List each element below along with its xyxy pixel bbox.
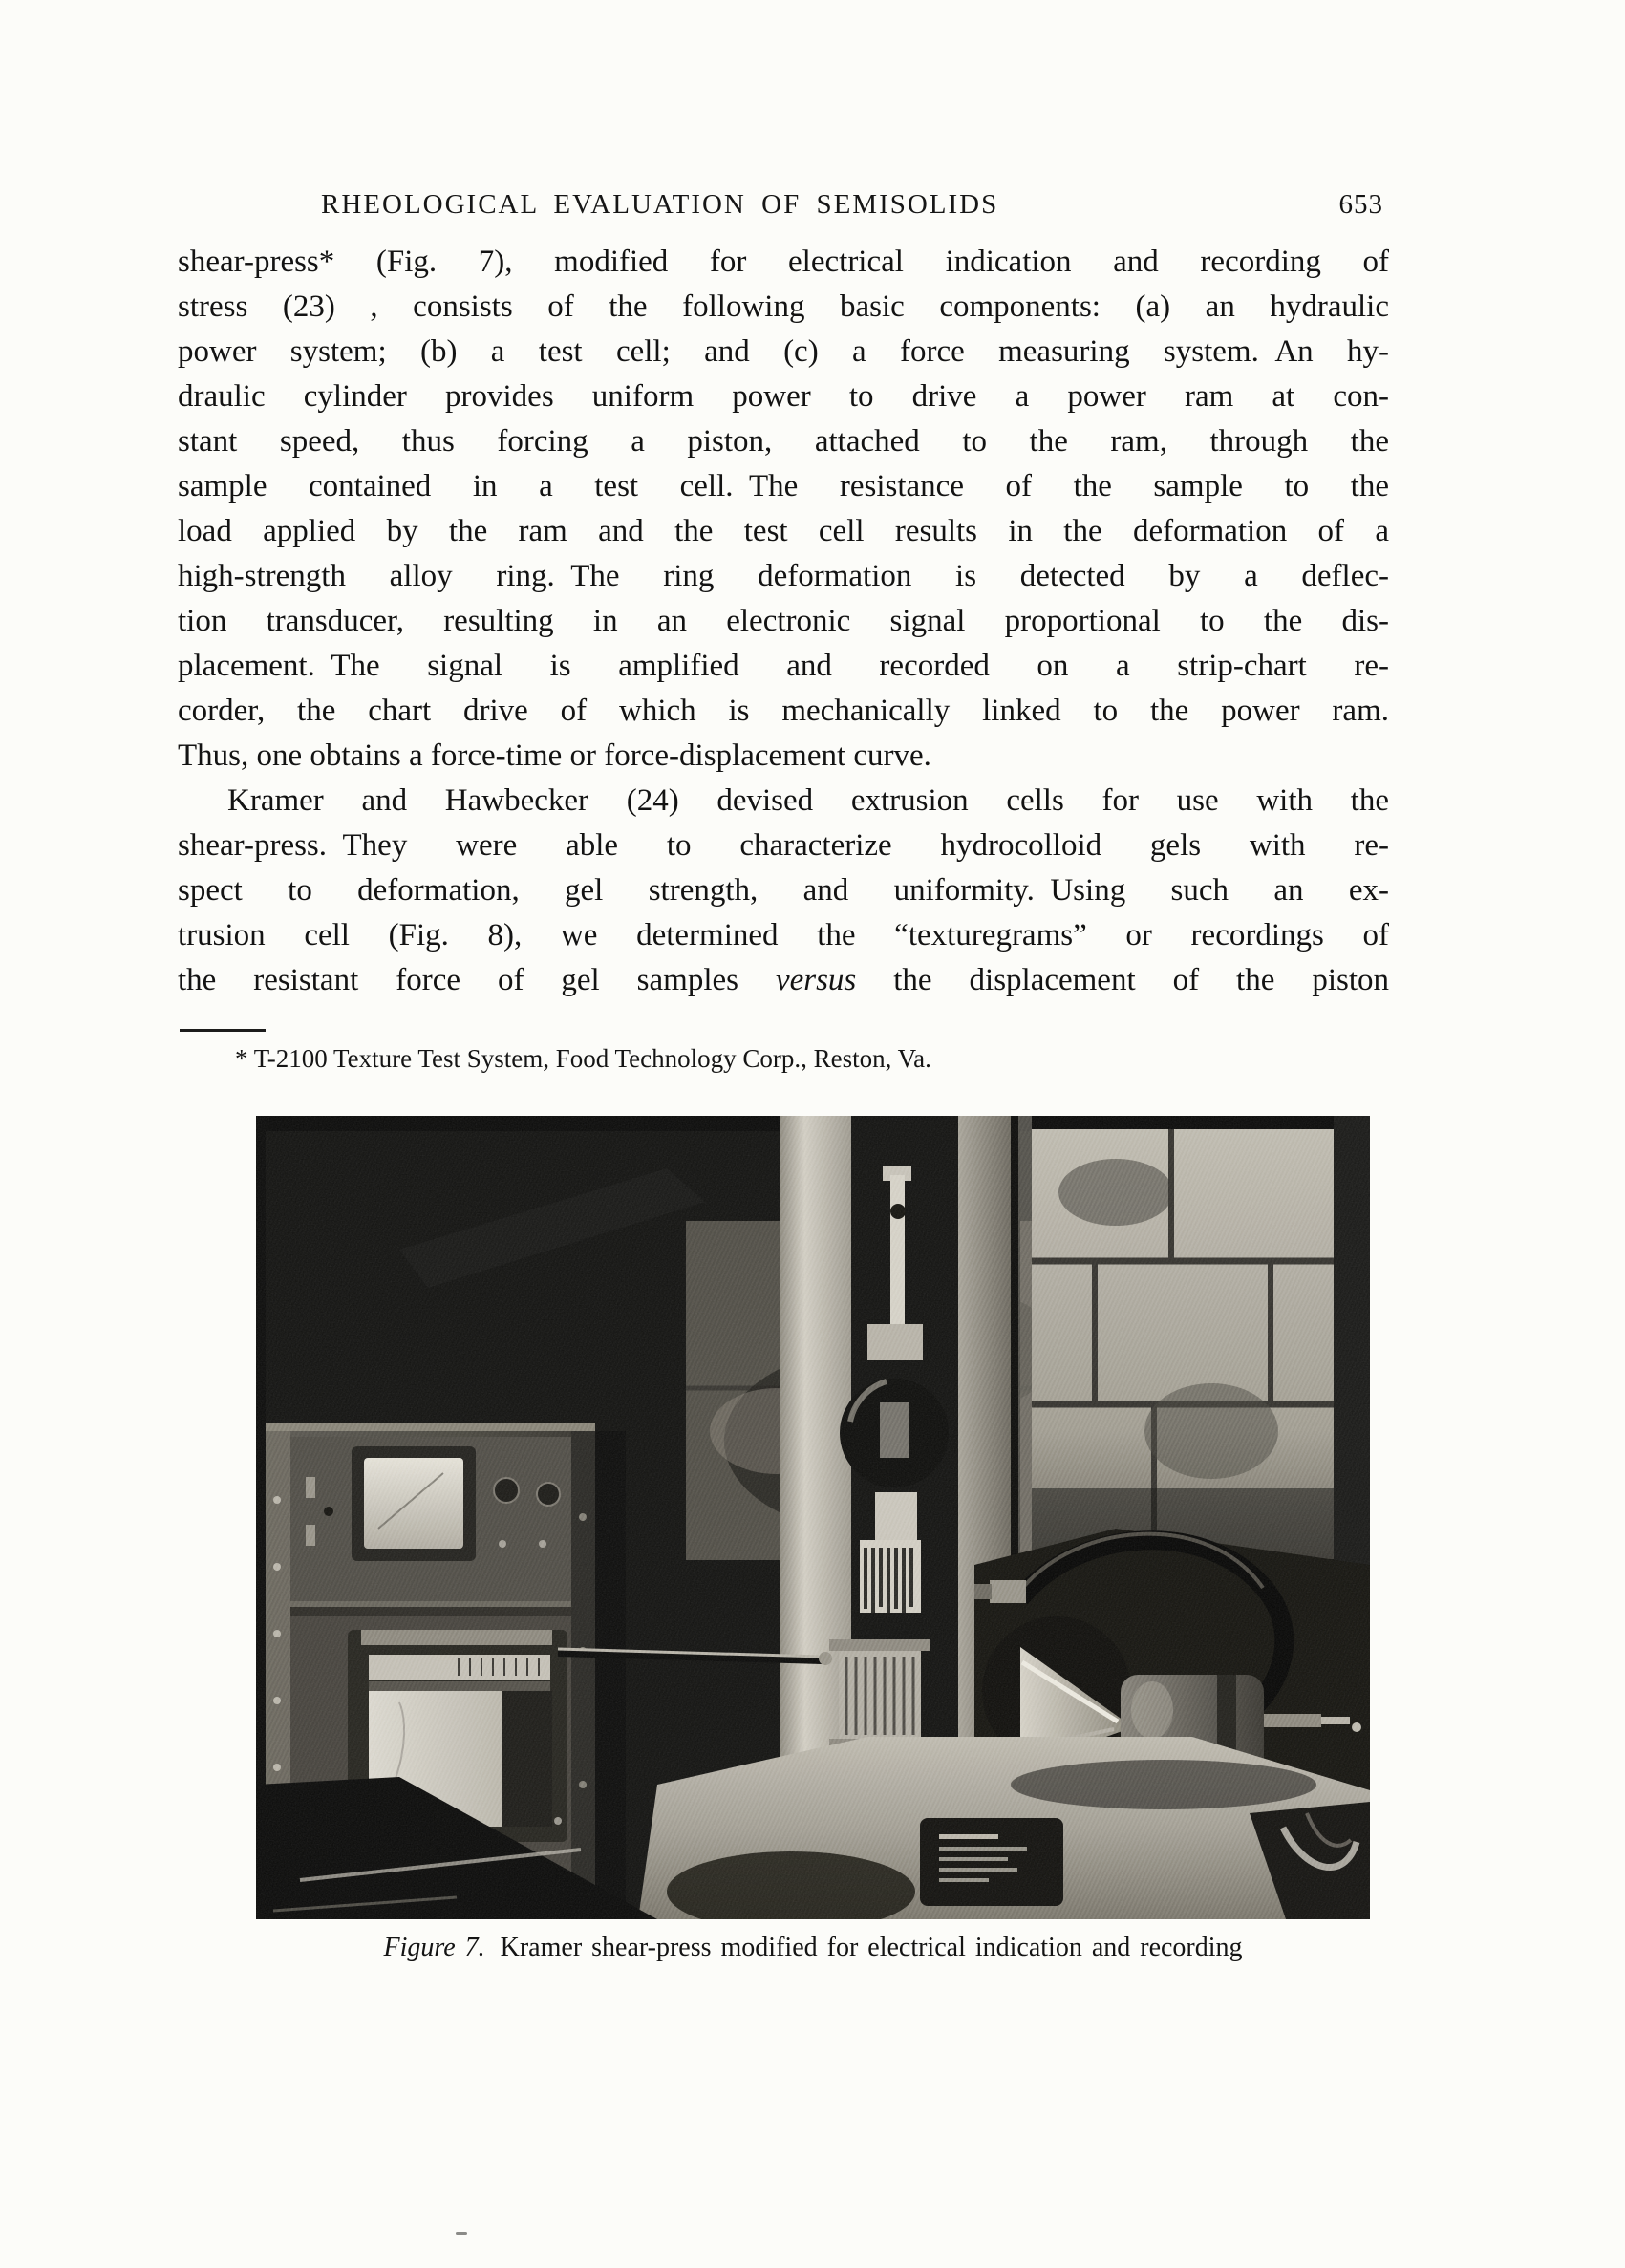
body-line: draulic cylinder provides uniform power to drive a power ram at con- — [178, 379, 1389, 414]
body-line: load applied by the ram and the test cell results in the deformation of a — [178, 514, 1389, 548]
figure-caption-label: Figure 7. — [383, 1933, 485, 1962]
shear-press-photograph — [256, 1116, 1370, 1919]
body-line: high-strength alloy ring. The ring deformation is detected by a deflec- — [178, 559, 1389, 593]
body-line: sample contained in a test cell. The resistance of the sample to the — [178, 469, 1389, 503]
body-line: tion transducer, resulting in an electronic signal proportional to the dis- — [178, 604, 1389, 638]
photo-grain — [256, 1116, 1370, 1919]
body-line: trusion cell (Fig. 8), we determined the “texturegrams” or recordings of — [178, 918, 1389, 952]
footnote: * T-2100 Texture Test System, Food Technology Corp., Reston, Va. — [235, 1044, 931, 1073]
body-text — [178, 240, 1389, 1003]
footnote-rule — [180, 1029, 266, 1032]
body-line: spect to deformation, gel strength, and uniformity. Using such an ex- — [178, 873, 1389, 908]
body-line: Kramer and Hawbecker (24) devised extrusion cells for use with the — [227, 783, 1389, 818]
running-header — [178, 189, 1389, 227]
body-line: shear-press* (Fig. 7), modified for electrical indication and recording of — [178, 245, 1389, 279]
running-title: RHEOLOGICAL EVALUATION OF SEMISOLIDS — [321, 189, 999, 220]
figure-caption — [256, 1931, 1370, 1965]
body-line: placement. The signal is amplified and recorded on a strip-chart re- — [178, 649, 1389, 683]
body-line: stant speed, thus forcing a piston, attached to the ram, through the — [178, 424, 1389, 459]
body-line: the resistant force of gel samples versus the displacement of the piston — [178, 963, 1389, 997]
body-line: stress (23) , consists of the following basic components: (a) an hydraulic — [178, 289, 1389, 324]
scan-artifact — [456, 2232, 467, 2235]
body-line: Thus, one obtains a force-time or force-displacement curve. — [178, 738, 931, 773]
body-line: power system; (b) a test cell; and (c) a force measuring system. An hy- — [178, 334, 1389, 369]
body-line: corder, the chart drive of which is mechanically linked to the power ram. — [178, 694, 1389, 728]
body-line: shear-press. They were able to characterize hydrocolloid gels with re- — [178, 828, 1389, 863]
figure-caption-text: Kramer shear-press modified for electrical indication and recording — [500, 1933, 1243, 1962]
page-number: 653 — [1338, 189, 1383, 220]
figure-7-photo — [256, 1116, 1370, 1919]
